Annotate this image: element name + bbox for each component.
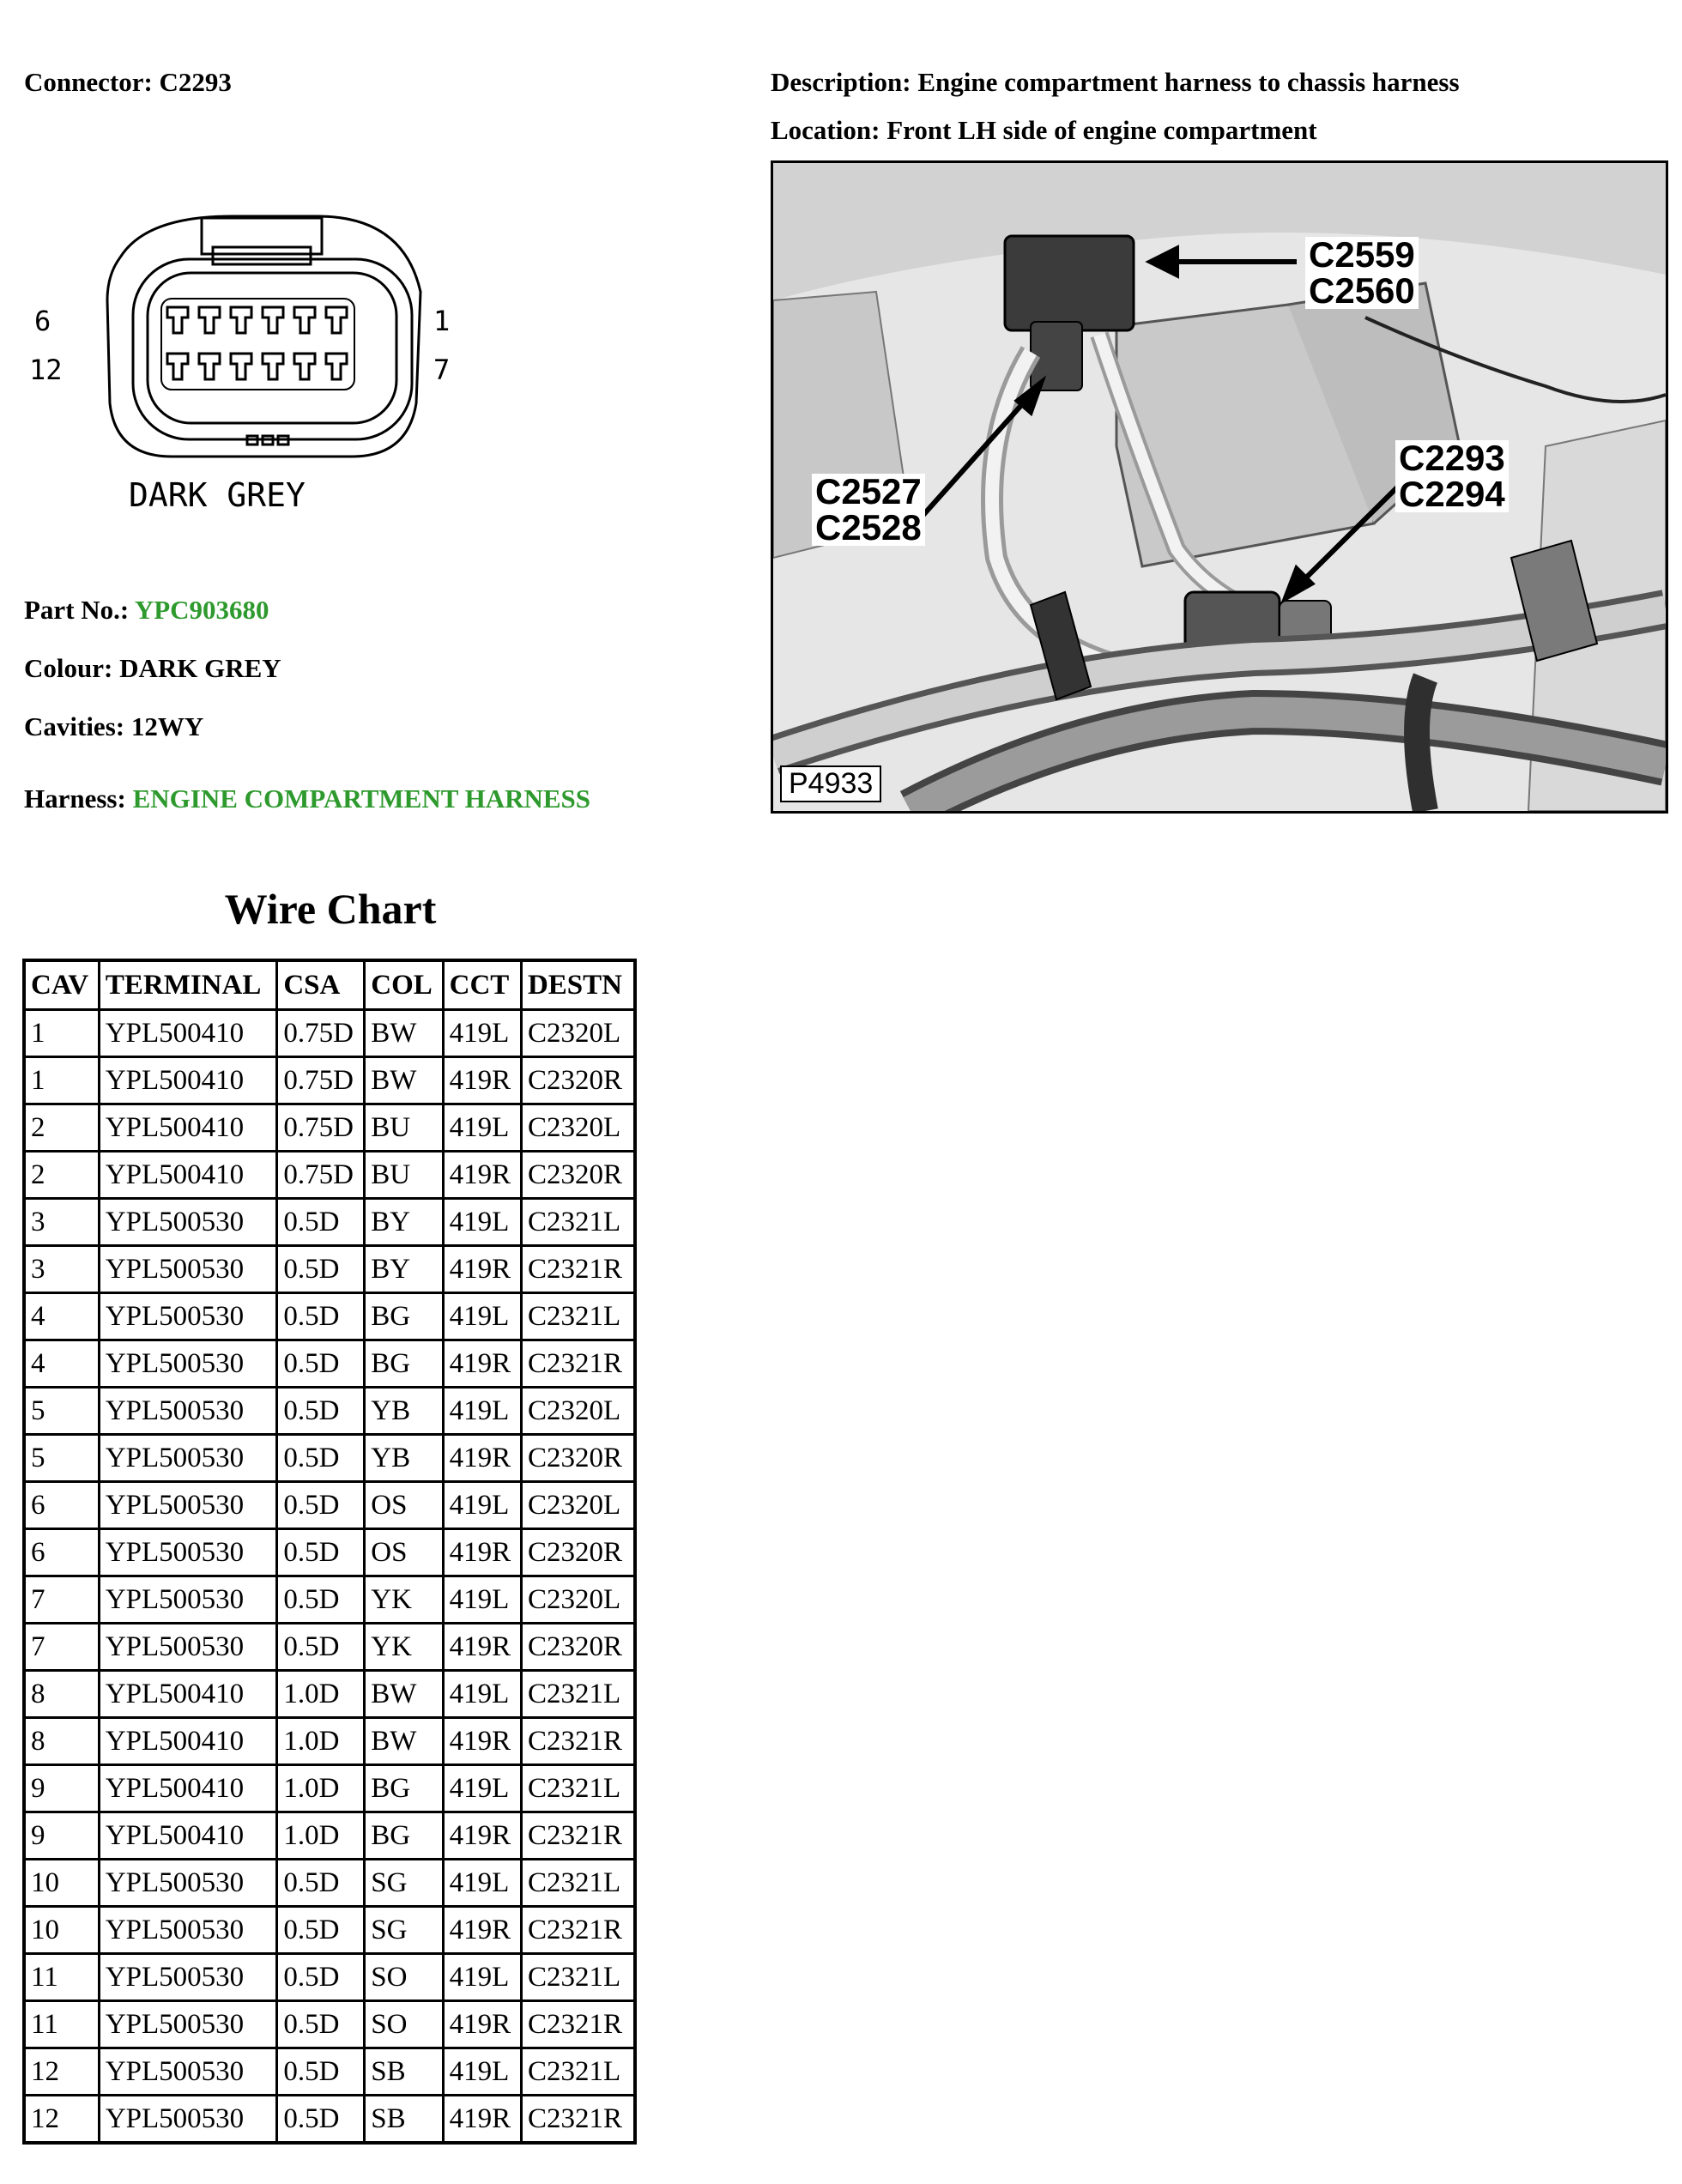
cav-cell: 12 <box>24 2048 99 2096</box>
cav-cell: 11 <box>24 2001 99 2048</box>
col-cell: BU <box>365 1152 443 1199</box>
col-cell: BG <box>365 1765 443 1812</box>
destn-cell: C2321R <box>521 1718 635 1765</box>
table-row <box>24 1860 635 1907</box>
destn-cell: C2320R <box>521 1152 635 1199</box>
table-row <box>24 1152 635 1199</box>
terminal-cell: YPL500410 <box>99 1718 276 1765</box>
col-header-csa: CSA <box>277 960 365 1010</box>
cct-cell: 419L <box>443 2048 521 2096</box>
terminal-cell: YPL500410 <box>99 1152 276 1199</box>
csa-cell: 0.5D <box>277 2001 365 2048</box>
destn-cell: C2321R <box>521 2096 635 2144</box>
table-row <box>24 1529 635 1576</box>
col-cell: BW <box>365 1057 443 1104</box>
table-row <box>24 2048 635 2096</box>
pin-label-1: 1 <box>433 305 451 337</box>
description-label: Description: <box>771 67 911 97</box>
csa-cell: 0.5D <box>277 1576 365 1624</box>
col-cell: SG <box>365 1907 443 1954</box>
csa-cell: 0.75D <box>277 1104 365 1152</box>
destn-cell: C2320R <box>521 1435 635 1482</box>
terminal-cell: YPL500410 <box>99 1812 276 1860</box>
destn-cell: C2320R <box>521 1529 635 1576</box>
cav-cell: 2 <box>24 1104 99 1152</box>
destn-cell: C2321L <box>521 1860 635 1907</box>
terminal-cell: YPL500410 <box>99 1765 276 1812</box>
csa-cell: 0.5D <box>277 1860 365 1907</box>
csa-cell: 0.5D <box>277 1482 365 1529</box>
cct-cell: 419R <box>443 1435 521 1482</box>
table-row <box>24 1718 635 1765</box>
destn-cell: C2320L <box>521 1482 635 1529</box>
table-row <box>24 1907 635 1954</box>
harness-line <box>24 783 590 814</box>
callout-c2293: C2293 <box>1399 438 1505 478</box>
cav-cell: 4 <box>24 1293 99 1340</box>
cav-cell: 10 <box>24 1907 99 1954</box>
cct-cell: 419L <box>443 1104 521 1152</box>
table-row <box>24 1057 635 1104</box>
destn-cell: C2321R <box>521 1340 635 1388</box>
col-header-cav: CAV <box>24 960 99 1010</box>
csa-cell: 0.5D <box>277 1907 365 1954</box>
csa-cell: 0.5D <box>277 2096 365 2144</box>
cav-cell: 10 <box>24 1860 99 1907</box>
col-header-destn: DESTN <box>521 960 635 1010</box>
col-cell: BG <box>365 1812 443 1860</box>
cct-cell: 419L <box>443 1576 521 1624</box>
cav-cell: 7 <box>24 1624 99 1671</box>
colour-label: Colour: <box>24 653 113 683</box>
csa-cell: 0.75D <box>277 1152 365 1199</box>
table-row <box>24 1812 635 1860</box>
callout-c2559: C2559 <box>1309 234 1415 275</box>
terminal-cell: YPL500530 <box>99 1340 276 1388</box>
csa-cell: 1.0D <box>277 1671 365 1718</box>
table-row <box>24 1624 635 1671</box>
destn-cell: C2321L <box>521 1671 635 1718</box>
terminal-cell: YPL500410 <box>99 1010 276 1057</box>
csa-cell: 0.5D <box>277 1435 365 1482</box>
cct-cell: 419L <box>443 1482 521 1529</box>
col-cell: YB <box>365 1435 443 1482</box>
cav-cell: 5 <box>24 1435 99 1482</box>
destn-cell: C2320L <box>521 1388 635 1435</box>
terminal-cell: YPL500530 <box>99 1246 276 1293</box>
csa-cell: 1.0D <box>277 1718 365 1765</box>
destn-cell: C2320R <box>521 1057 635 1104</box>
terminal-cell: YPL500530 <box>99 1954 276 2001</box>
col-cell: SB <box>365 2096 443 2144</box>
harness-label: Harness: <box>24 783 126 814</box>
cav-cell: 8 <box>24 1718 99 1765</box>
table-row <box>24 1765 635 1812</box>
cct-cell: 419L <box>443 1765 521 1812</box>
col-cell: YB <box>365 1388 443 1435</box>
cav-cell: 2 <box>24 1152 99 1199</box>
location-photo <box>771 160 1668 814</box>
cav-cell: 5 <box>24 1388 99 1435</box>
destn-cell: C2321R <box>521 1812 635 1860</box>
terminal-cell: YPL500530 <box>99 1860 276 1907</box>
part-number-line <box>24 595 269 626</box>
table-row <box>24 1340 635 1388</box>
diagram-colour-caption: DARK GREY <box>129 476 306 514</box>
location-heading <box>771 115 1317 146</box>
cct-cell: 419R <box>443 1340 521 1388</box>
cav-cell: 3 <box>24 1199 99 1246</box>
col-cell: BU <box>365 1104 443 1152</box>
cct-cell: 419R <box>443 1812 521 1860</box>
col-cell: SB <box>365 2048 443 2096</box>
callout-c2527: C2527 <box>815 471 922 511</box>
photo-reference-code: P4933 <box>780 765 881 802</box>
csa-cell: 1.0D <box>277 1765 365 1812</box>
cav-cell: 9 <box>24 1812 99 1860</box>
wire-chart-body <box>24 1010 635 2144</box>
terminal-cell: YPL500530 <box>99 1576 276 1624</box>
terminal-cell: YPL500530 <box>99 1293 276 1340</box>
terminal-cell: YPL500530 <box>99 1199 276 1246</box>
csa-cell: 0.5D <box>277 1954 365 2001</box>
destn-cell: C2321L <box>521 1765 635 1812</box>
table-row <box>24 1482 635 1529</box>
connector-heading <box>24 67 232 98</box>
destn-cell: C2320R <box>521 1624 635 1671</box>
col-cell: SG <box>365 1860 443 1907</box>
cct-cell: 419R <box>443 1529 521 1576</box>
callout-c2528: C2528 <box>815 507 922 548</box>
cav-cell: 12 <box>24 2096 99 2144</box>
table-row <box>24 2096 635 2144</box>
csa-cell: 0.75D <box>277 1010 365 1057</box>
destn-cell: C2321R <box>521 1907 635 1954</box>
destn-cell: C2320L <box>521 1010 635 1057</box>
terminal-cell: YPL500530 <box>99 1529 276 1576</box>
cavities-line <box>24 711 203 742</box>
csa-cell: 0.5D <box>277 2048 365 2096</box>
csa-cell: 0.5D <box>277 1624 365 1671</box>
wire-chart-table <box>22 959 637 2145</box>
destn-cell: C2320L <box>521 1104 635 1152</box>
terminal-cell: YPL500410 <box>99 1104 276 1152</box>
cct-cell: 419R <box>443 1152 521 1199</box>
destn-cell: C2320L <box>521 1576 635 1624</box>
cct-cell: 419R <box>443 1624 521 1671</box>
colour-value: DARK GREY <box>119 653 281 683</box>
terminal-cell: YPL500530 <box>99 2048 276 2096</box>
destn-cell: C2321L <box>521 2048 635 2096</box>
table-row <box>24 1246 635 1293</box>
terminal-cell: YPL500530 <box>99 1482 276 1529</box>
cav-cell: 8 <box>24 1671 99 1718</box>
col-cell: BW <box>365 1671 443 1718</box>
cav-cell: 6 <box>24 1482 99 1529</box>
description-heading <box>771 67 1460 98</box>
col-header-terminal: TERMINAL <box>99 960 276 1010</box>
table-row <box>24 1104 635 1152</box>
callout-c2294: C2294 <box>1399 474 1505 514</box>
cct-cell: 419L <box>443 1388 521 1435</box>
terminal-cell: YPL500530 <box>99 1907 276 1954</box>
table-row <box>24 1388 635 1435</box>
csa-cell: 0.5D <box>277 1246 365 1293</box>
cct-cell: 419R <box>443 1907 521 1954</box>
col-cell: SO <box>365 2001 443 2048</box>
cav-cell: 1 <box>24 1057 99 1104</box>
destn-cell: C2321R <box>521 1246 635 1293</box>
table-row <box>24 1576 635 1624</box>
location-label: Location: <box>771 115 880 145</box>
table-row <box>24 1435 635 1482</box>
cav-cell: 1 <box>24 1010 99 1057</box>
col-cell: OS <box>365 1529 443 1576</box>
cct-cell: 419R <box>443 1057 521 1104</box>
cav-cell: 11 <box>24 1954 99 2001</box>
cav-cell: 7 <box>24 1576 99 1624</box>
callout-c2527-c2528 <box>812 471 925 548</box>
cav-cell: 6 <box>24 1529 99 1576</box>
col-cell: BW <box>365 1010 443 1057</box>
cavities-value: 12WY <box>130 711 204 741</box>
col-cell: YK <box>365 1576 443 1624</box>
csa-cell: 0.5D <box>277 1529 365 1576</box>
destn-cell: C2321L <box>521 1954 635 2001</box>
terminal-cell: YPL500530 <box>99 1624 276 1671</box>
col-cell: SO <box>365 1954 443 2001</box>
callout-c2559-c2560 <box>1305 234 1419 311</box>
connector-value: C2293 <box>159 67 232 97</box>
table-row <box>24 1671 635 1718</box>
col-cell: BY <box>365 1199 443 1246</box>
col-cell: BW <box>365 1718 443 1765</box>
pin-label-7: 7 <box>433 354 451 386</box>
pin-label-12: 12 <box>29 354 63 386</box>
table-row <box>24 1293 635 1340</box>
wire-chart-title: Wire Chart <box>224 885 437 933</box>
col-header-col: COL <box>365 960 443 1010</box>
col-cell: YK <box>365 1624 443 1671</box>
table-row <box>24 2001 635 2048</box>
part-number-label: Part No.: <box>24 595 130 625</box>
connector-label: Connector: <box>24 67 153 97</box>
cct-cell: 419R <box>443 1246 521 1293</box>
location-value: Front LH side of engine compartment <box>886 115 1317 145</box>
csa-cell: 1.0D <box>277 1812 365 1860</box>
csa-cell: 0.5D <box>277 1340 365 1388</box>
col-cell: OS <box>365 1482 443 1529</box>
cct-cell: 419R <box>443 2096 521 2144</box>
description-value: Engine compartment harness to chassis harness <box>917 67 1460 97</box>
cavities-label: Cavities: <box>24 711 125 741</box>
callout-c2560: C2560 <box>1309 270 1415 311</box>
cav-cell: 4 <box>24 1340 99 1388</box>
destn-cell: C2321L <box>521 1199 635 1246</box>
col-header-cct: CCT <box>443 960 521 1010</box>
cct-cell: 419L <box>443 1860 521 1907</box>
terminal-cell: YPL500410 <box>99 1671 276 1718</box>
csa-cell: 0.5D <box>277 1388 365 1435</box>
destn-cell: C2321L <box>521 1293 635 1340</box>
cav-cell: 3 <box>24 1246 99 1293</box>
cct-cell: 419L <box>443 1199 521 1246</box>
col-cell: BG <box>365 1340 443 1388</box>
col-cell: BY <box>365 1246 443 1293</box>
table-row <box>24 1199 635 1246</box>
terminal-cell: YPL500410 <box>99 1057 276 1104</box>
harness-value: ENGINE COMPARTMENT HARNESS <box>132 783 591 814</box>
csa-cell: 0.5D <box>277 1293 365 1340</box>
table-row <box>24 1954 635 2001</box>
cct-cell: 419R <box>443 2001 521 2048</box>
cct-cell: 419L <box>443 1671 521 1718</box>
destn-cell: C2321R <box>521 2001 635 2048</box>
csa-cell: 0.75D <box>277 1057 365 1104</box>
csa-cell: 0.5D <box>277 1199 365 1246</box>
pin-label-6: 6 <box>34 305 51 337</box>
cav-cell: 9 <box>24 1765 99 1812</box>
cct-cell: 419R <box>443 1718 521 1765</box>
terminal-cell: YPL500530 <box>99 1388 276 1435</box>
cct-cell: 419L <box>443 1010 521 1057</box>
callout-c2293-c2294 <box>1395 440 1509 512</box>
table-row <box>24 1010 635 1057</box>
part-number-value: YPC903680 <box>134 595 269 625</box>
terminal-cell: YPL500530 <box>99 2096 276 2144</box>
cct-cell: 419L <box>443 1293 521 1340</box>
terminal-cell: YPL500530 <box>99 1435 276 1482</box>
cct-cell: 419L <box>443 1954 521 2001</box>
wire-chart-header-row <box>24 960 635 1010</box>
terminal-cell: YPL500530 <box>99 2001 276 2048</box>
colour-line <box>24 653 281 684</box>
col-cell: BG <box>365 1293 443 1340</box>
